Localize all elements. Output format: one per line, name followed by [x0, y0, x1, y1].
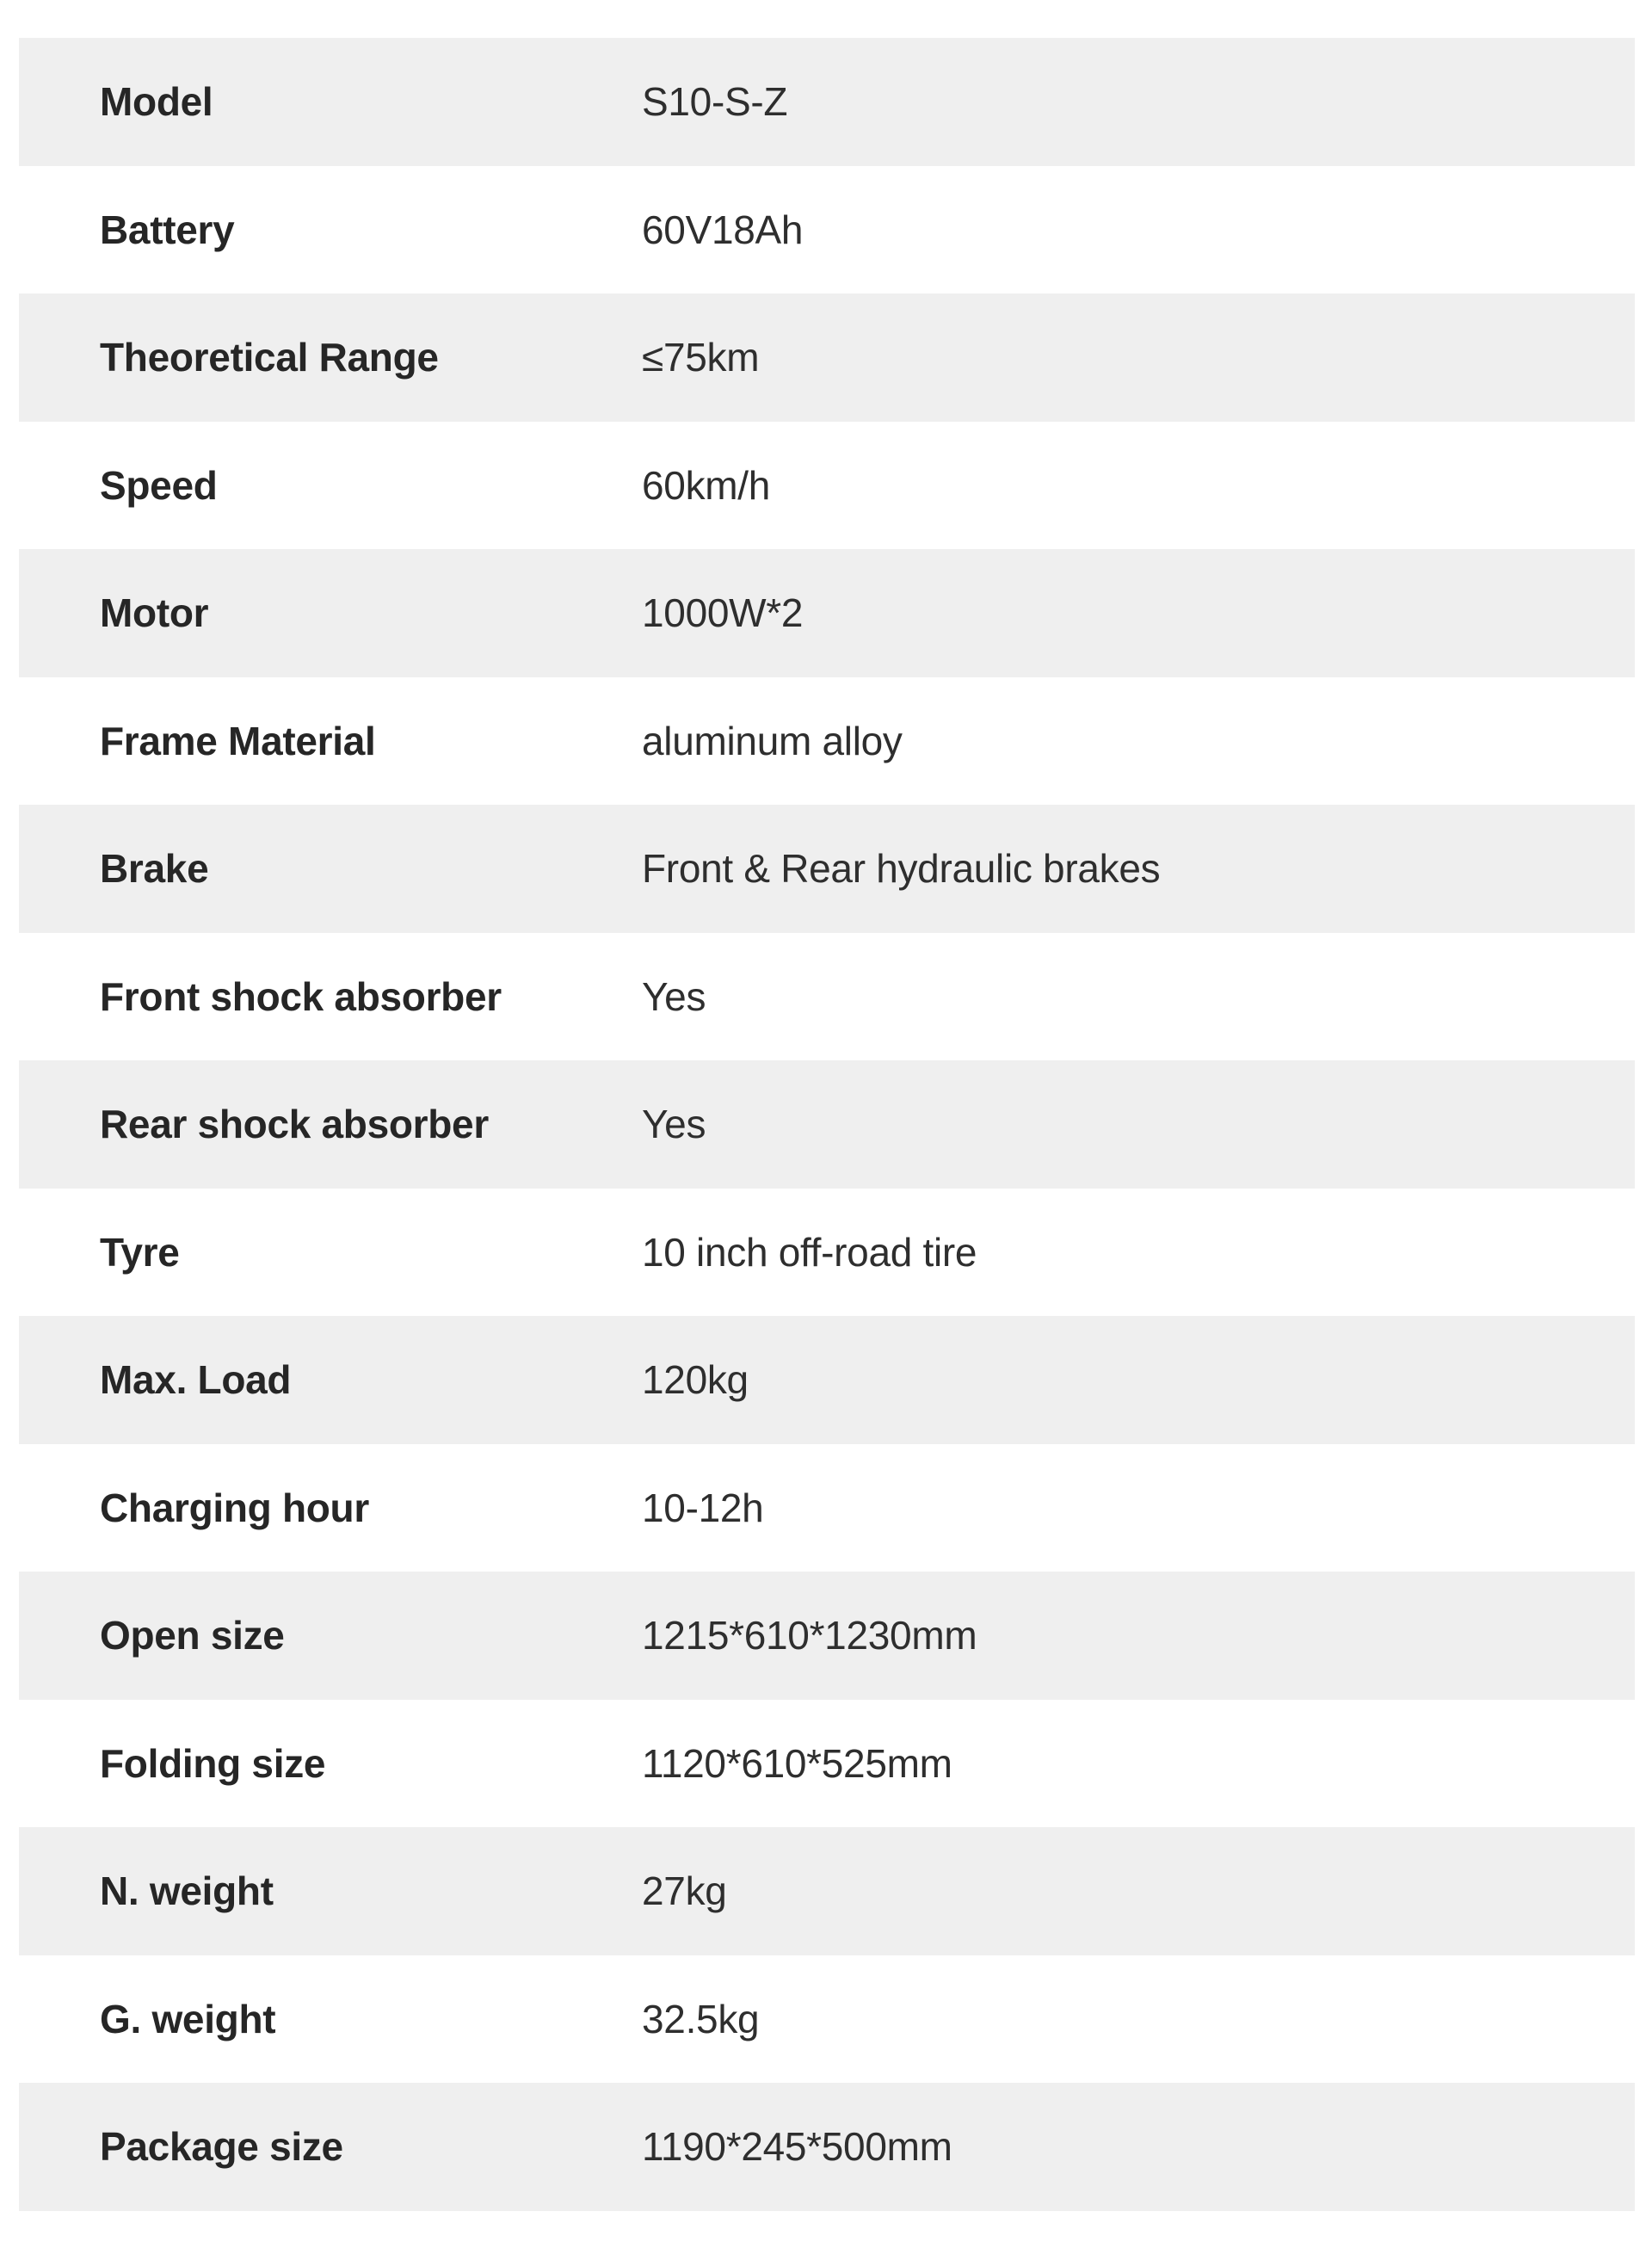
spec-row-folding-size [19, 1700, 1635, 1828]
spec-label: Battery [100, 207, 235, 252]
spec-label: N. weight [100, 1868, 274, 1914]
spec-table [19, 38, 1635, 2211]
spec-value: Yes [642, 1102, 706, 1147]
spec-value: Yes [642, 973, 706, 1019]
spec-row-open-size [19, 1572, 1635, 1700]
spec-row-tyre [19, 1189, 1635, 1317]
spec-row-theoretical-range [19, 293, 1635, 422]
spec-value: 1190*245*500mm [642, 2124, 952, 2170]
spec-row-frame-material [19, 677, 1635, 806]
spec-row-motor [19, 549, 1635, 677]
spec-row-brake [19, 805, 1635, 933]
spec-label: Open size [100, 1613, 285, 1658]
spec-value: 10-12h [642, 1485, 764, 1530]
spec-label: Brake [100, 846, 209, 892]
spec-value: 10 inch off-road tire [642, 1229, 977, 1275]
spec-row-front-shock-absorber [19, 933, 1635, 1061]
spec-label: G. weight [100, 1996, 276, 2041]
spec-value: 1215*610*1230mm [642, 1613, 977, 1658]
spec-label: Motor [100, 590, 209, 636]
spec-value: 120kg [642, 1357, 749, 1403]
spec-value: 60km/h [642, 462, 771, 508]
spec-value: 27kg [642, 1868, 727, 1914]
spec-label: Folding size [100, 1740, 326, 1786]
spec-row-battery [19, 166, 1635, 294]
spec-label: Speed [100, 462, 218, 508]
spec-row-rear-shock-absorber [19, 1060, 1635, 1189]
spec-value: 60V18Ah [642, 207, 804, 252]
spec-row-charging-hour [19, 1444, 1635, 1572]
spec-label: Front shock absorber [100, 973, 502, 1019]
spec-row-gross-weight [19, 1955, 1635, 2084]
spec-row-net-weight [19, 1827, 1635, 1955]
spec-row-speed [19, 422, 1635, 550]
spec-label: Frame Material [100, 718, 376, 763]
spec-value: 32.5kg [642, 1996, 760, 2041]
spec-label: Package size [100, 2124, 343, 2170]
spec-value: 1000W*2 [642, 590, 804, 636]
spec-value: Front & Rear hydraulic brakes [642, 846, 1161, 892]
spec-label: Max. Load [100, 1357, 292, 1403]
spec-value: 1120*610*525mm [642, 1740, 952, 1786]
spec-row-max-load [19, 1316, 1635, 1444]
spec-label: Charging hour [100, 1485, 369, 1530]
spec-label: Model [100, 79, 213, 125]
spec-value: ≤75km [642, 335, 760, 380]
spec-value: aluminum alloy [642, 718, 903, 763]
spec-row-package-size [19, 2083, 1635, 2211]
spec-value: S10-S-Z [642, 79, 788, 125]
spec-label: Theoretical Range [100, 335, 439, 380]
spec-label: Tyre [100, 1229, 180, 1275]
spec-label: Rear shock absorber [100, 1102, 489, 1147]
spec-row-model [19, 38, 1635, 166]
